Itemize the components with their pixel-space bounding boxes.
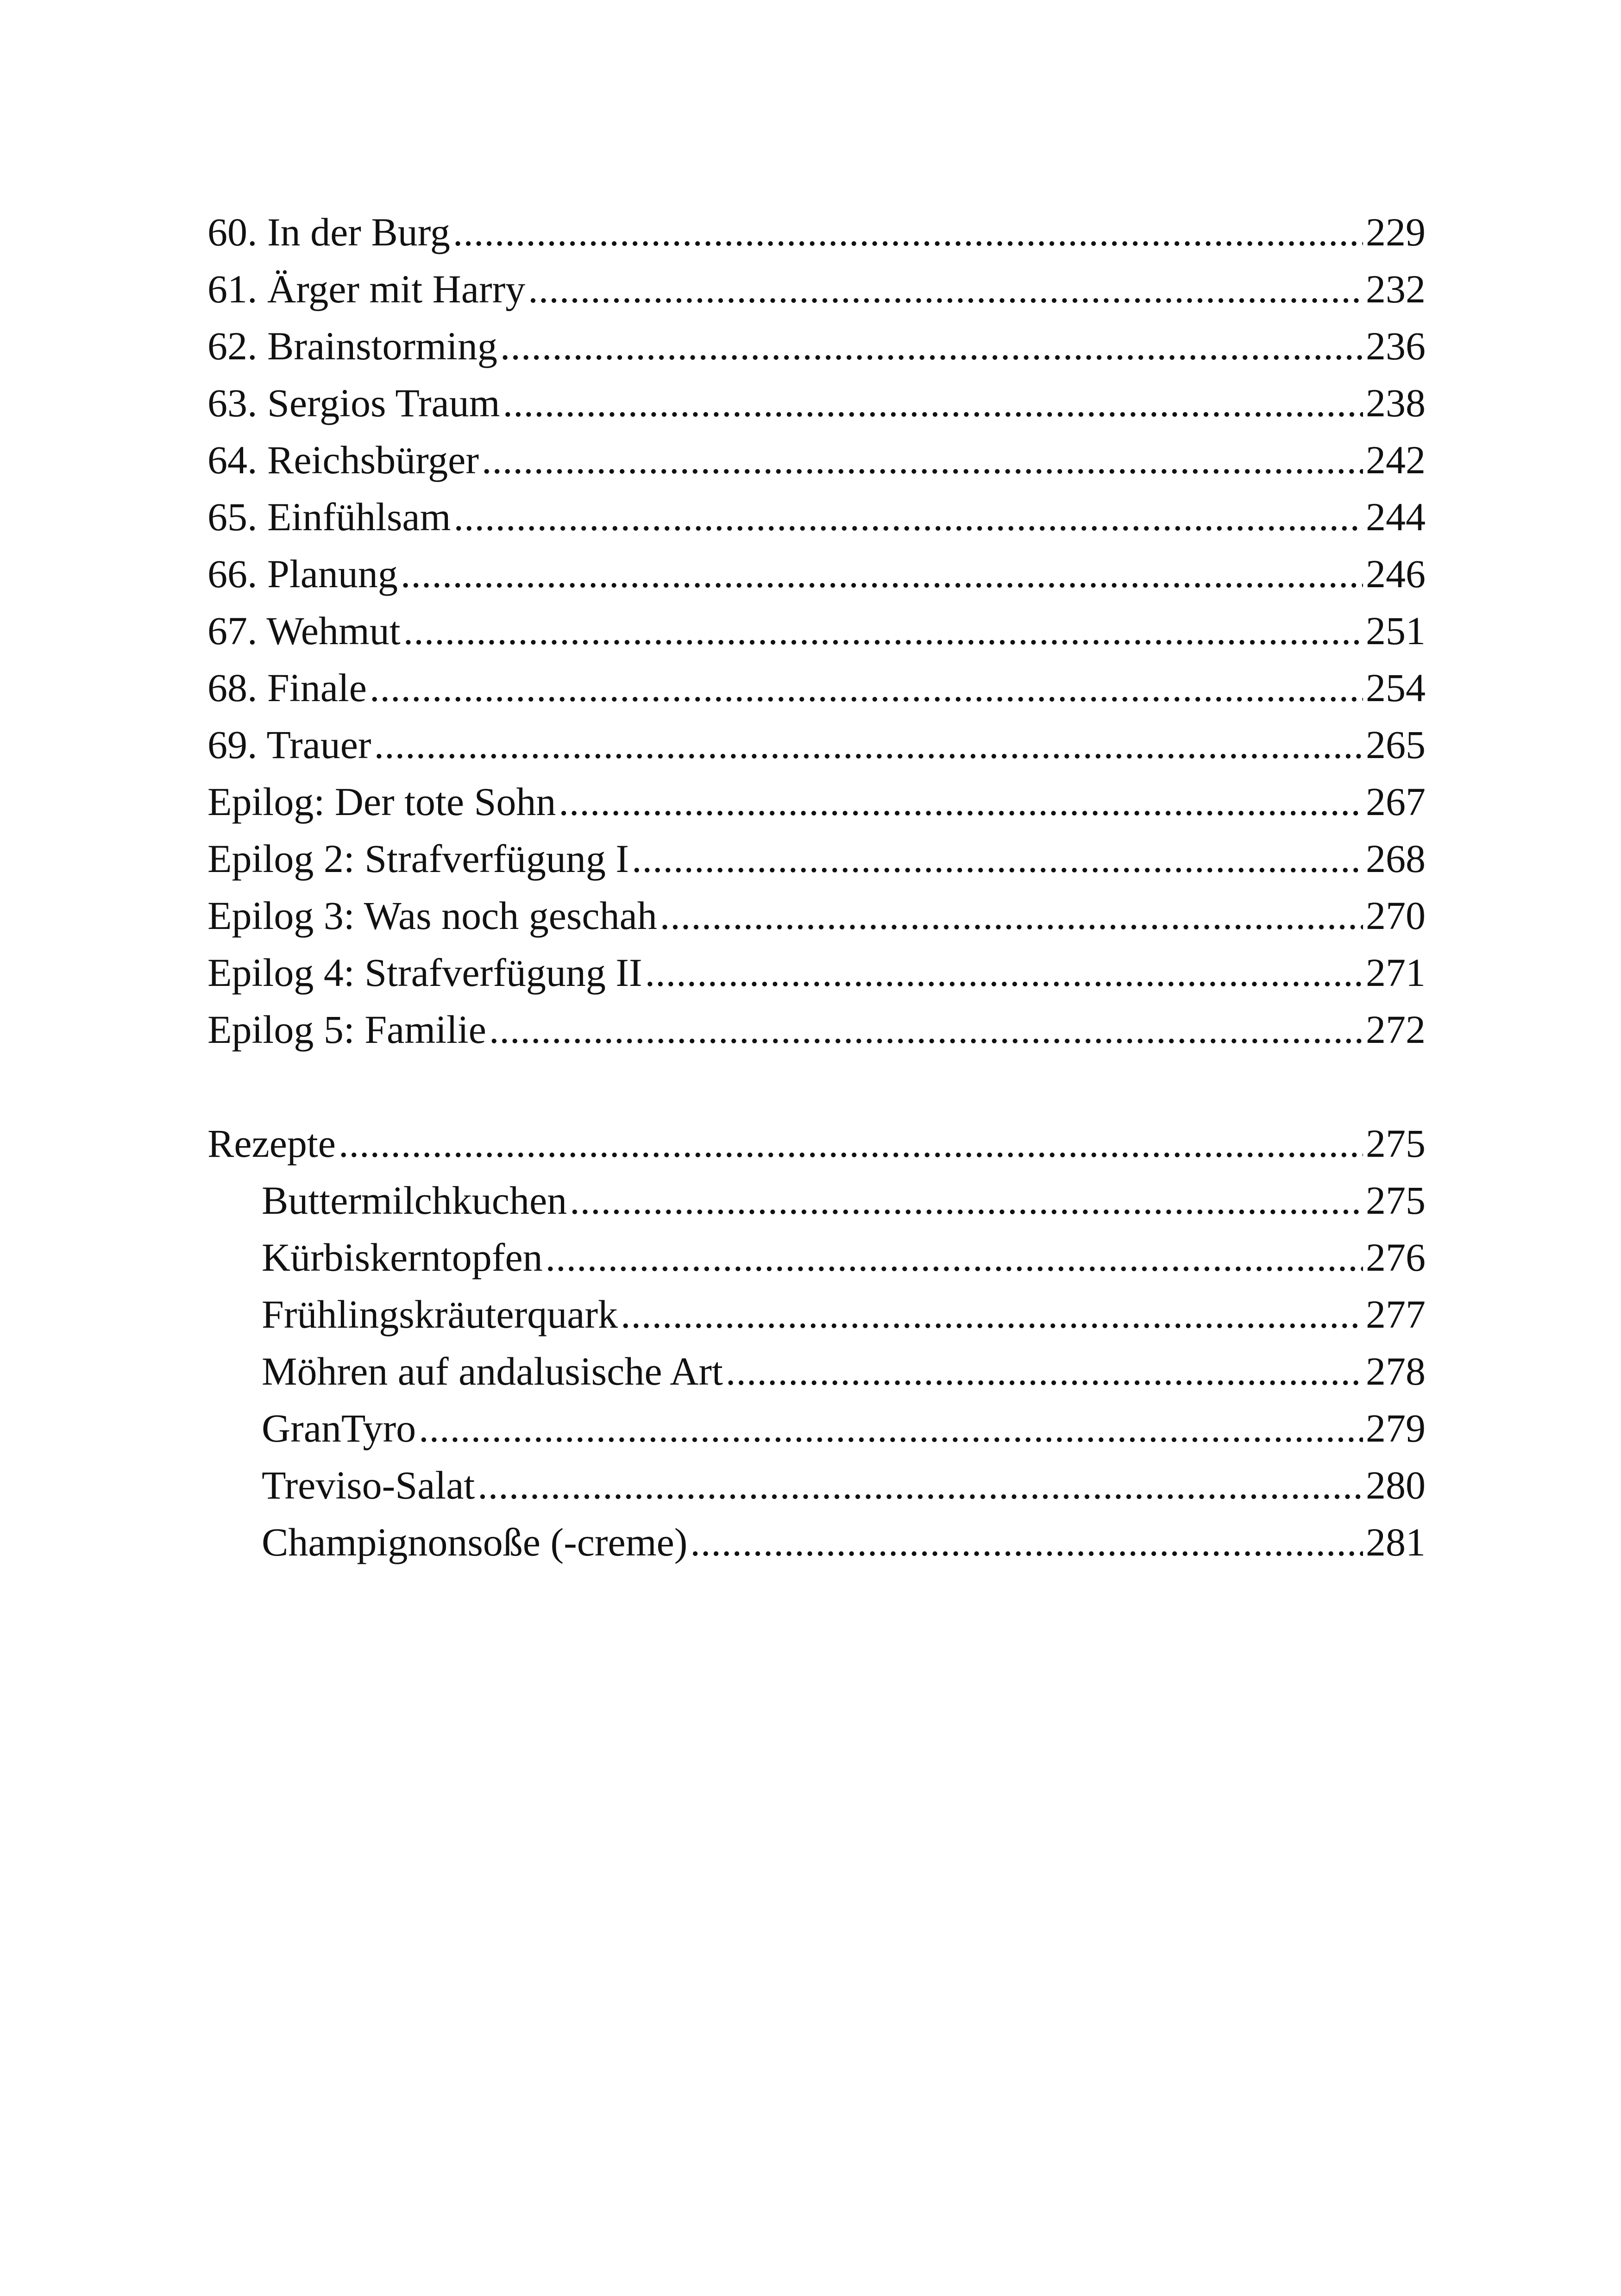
toc-entry-title: Epilog 2: Strafverfügung I [207,836,629,881]
toc-subentry-title: Champignonsoße (-creme) [262,1520,688,1564]
toc-entry-title: 60. In der Burg [207,210,450,254]
toc-entry[interactable] [207,659,1426,716]
toc-entry-page: 267 [1366,779,1426,824]
toc-subentry[interactable] [207,1172,1426,1229]
toc-entry[interactable] [207,602,1426,659]
toc-section-page: 275 [1366,1121,1426,1166]
dot-leader [478,1457,1363,1514]
toc-subentry-page: 275 [1366,1178,1426,1223]
toc-subentry-page: 276 [1366,1235,1426,1280]
toc-entry-page: 236 [1366,324,1426,368]
toc-entry[interactable] [207,887,1426,944]
toc-subentry-page: 281 [1366,1520,1426,1564]
dot-leader [503,375,1363,432]
toc-subentry-page: 278 [1366,1349,1426,1393]
dot-leader [482,432,1363,489]
dot-leader [726,1343,1363,1400]
dot-leader [528,261,1363,318]
toc-subentry-page: 279 [1366,1406,1426,1450]
toc-entry[interactable] [207,1001,1426,1058]
toc-entry-page: 272 [1366,1007,1426,1052]
dot-leader [546,1229,1363,1286]
toc-subentry-title: Kürbiskerntopfen [262,1235,543,1280]
dot-leader [403,602,1363,659]
dot-leader [570,1172,1363,1229]
dot-leader [453,204,1363,261]
toc-entry-title: Epilog 5: Familie [207,1007,486,1052]
toc-subentry[interactable] [207,1457,1426,1514]
toc-subentry[interactable] [207,1343,1426,1400]
toc-subentry[interactable] [207,1286,1426,1343]
toc-entry[interactable] [207,489,1426,546]
toc-entry-title: 63. Sergios Traum [207,381,500,425]
toc-entry-title: 67. Wehmut [207,609,401,653]
toc-entry-title: 62. Brainstorming [207,324,497,368]
toc-entry-title: 64. Reichsbürger [207,438,479,482]
toc-entry-page: 244 [1366,495,1426,539]
toc-section-title: Rezepte [207,1121,336,1166]
toc-entry[interactable] [207,261,1426,318]
toc-section-recipes[interactable] [207,1115,1426,1172]
toc-entry-title: 68. Finale [207,665,367,710]
toc-entry-page: 270 [1366,893,1426,938]
toc-entry-page: 265 [1366,722,1426,767]
toc-entry-title: Epilog 3: Was noch geschah [207,893,657,938]
dot-leader [645,944,1363,1001]
dot-leader [374,716,1363,773]
toc-entry[interactable] [207,830,1426,887]
dot-leader [632,830,1363,887]
toc-entry-page: 246 [1366,552,1426,596]
toc-entry-page: 232 [1366,267,1426,311]
toc-entry-title: Epilog 4: Strafverfügung II [207,950,642,995]
toc-entry-page: 254 [1366,665,1426,710]
toc-subentry-title: Treviso-Salat [262,1463,475,1507]
dot-leader [690,1514,1363,1571]
dot-leader [559,773,1363,830]
section-spacer [207,1058,1426,1115]
dot-leader [660,887,1363,944]
toc-entry-page: 268 [1366,836,1426,881]
toc-entry[interactable] [207,716,1426,773]
toc-subentry-title: GranTyro [262,1406,416,1450]
toc-entry-page: 238 [1366,381,1426,425]
dot-leader [370,659,1363,716]
dot-leader [489,1001,1363,1058]
dot-leader [500,318,1363,375]
dot-leader [339,1115,1363,1172]
dot-leader [419,1400,1363,1457]
toc-entry-title: 61. Ärger mit Harry [207,267,526,311]
toc-entry-title: 69. Trauer [207,722,371,767]
toc-entry[interactable] [207,546,1426,602]
toc-subentry[interactable] [207,1400,1426,1457]
toc-entry-title: 65. Einfühlsam [207,495,451,539]
toc-entry[interactable] [207,318,1426,375]
dot-leader [621,1286,1363,1343]
toc-entry-page: 251 [1366,609,1426,653]
toc-entry[interactable] [207,432,1426,489]
toc-subentry-title: Frühlingskräuterquark [262,1292,618,1336]
toc-subentry-title: Möhren auf andalusische Art [262,1349,723,1393]
dot-leader [454,489,1363,546]
toc-subentry[interactable] [207,1229,1426,1286]
toc-entry-page: 229 [1366,210,1426,254]
toc-entry-title: Epilog: Der tote Sohn [207,779,556,824]
toc-entry-page: 242 [1366,438,1426,482]
toc-subentry-title: Buttermilchkuchen [262,1178,567,1223]
table-of-contents [207,204,1426,1571]
toc-entry[interactable] [207,204,1426,261]
toc-subentry[interactable] [207,1514,1426,1571]
dot-leader [401,546,1363,602]
toc-entry-page: 271 [1366,950,1426,995]
toc-subentry-page: 277 [1366,1292,1426,1336]
toc-entry[interactable] [207,375,1426,432]
toc-entry-title: 66. Planung [207,552,398,596]
toc-entry[interactable] [207,773,1426,830]
toc-entry[interactable] [207,944,1426,1001]
toc-subentry-page: 280 [1366,1463,1426,1507]
